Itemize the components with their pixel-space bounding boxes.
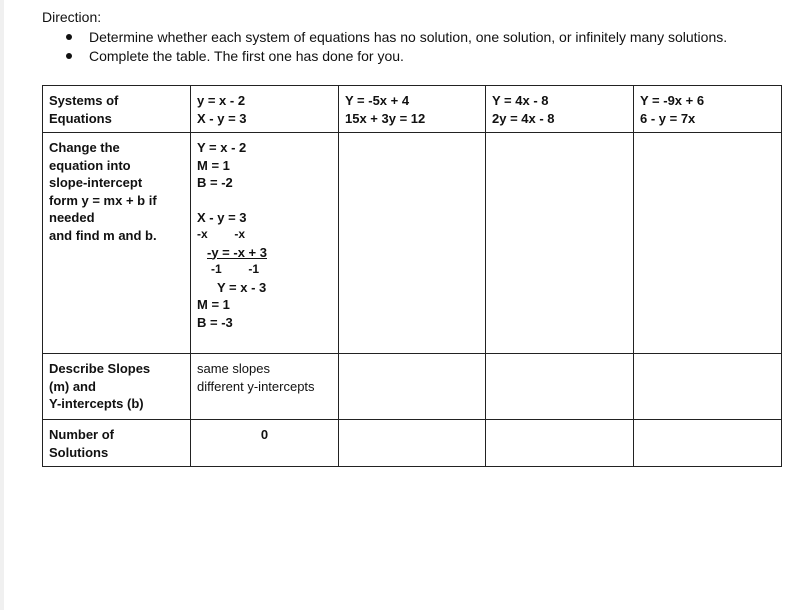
row-slope-intercept (43, 133, 782, 354)
row-systems (43, 86, 782, 133)
solutions-example (191, 420, 339, 467)
row-solutions (43, 420, 782, 467)
equation: 15x + 3y = 12 (345, 110, 426, 126)
work-line: Y = x - 2 (197, 140, 247, 155)
equation: Y = -9x + 6 (640, 93, 705, 108)
header-line: Equations (49, 110, 112, 126)
header-line: Number of (49, 427, 114, 442)
equations-table (42, 85, 782, 467)
answer-cell[interactable] (339, 420, 486, 467)
header-line: form y = mx + b if (49, 192, 157, 208)
answer-cell[interactable] (634, 354, 782, 420)
describe-example (191, 354, 339, 420)
work-line: -1 -1 (211, 262, 260, 276)
bullet-item: Determine whether each system of equations has no solution, one solution, or infinitely many solutions. (62, 28, 727, 47)
header-systems (43, 86, 191, 133)
direction-bullets (62, 28, 727, 66)
work-line: M = 1 (197, 157, 230, 173)
equation: Y = 4x - 8 (492, 93, 549, 108)
system-1 (191, 86, 339, 133)
header-line: slope-intercept (49, 175, 143, 190)
header-line: Describe Slopes (49, 361, 151, 376)
direction-label: Direction: (42, 9, 102, 25)
solutions-count: 0 (260, 427, 269, 442)
system-4 (634, 86, 782, 133)
describe-line: different y-intercepts (197, 378, 315, 394)
equation: Y = -5x + 4 (345, 93, 410, 108)
equation: X - y = 3 (197, 110, 247, 126)
answer-cell[interactable] (486, 354, 634, 420)
equation: 6 - y = 7x (640, 110, 696, 126)
answer-cell[interactable] (339, 133, 486, 354)
work-line: -x -x (197, 227, 246, 241)
answer-cell[interactable] (486, 133, 634, 354)
header-line: needed (49, 210, 95, 225)
answer-cell[interactable] (634, 420, 782, 467)
header-slope-intercept (43, 133, 191, 354)
page-left-edge (0, 0, 4, 610)
header-line: (m) and (49, 378, 96, 394)
header-solutions (43, 420, 191, 467)
work-line: B = -3 (197, 314, 233, 330)
describe-line: same slopes (197, 361, 270, 376)
header-line: Y-intercepts (b) (49, 396, 144, 411)
work-line: B = -2 (197, 175, 233, 190)
work-line: Y = x - 3 (217, 279, 267, 295)
answer-cell[interactable] (486, 420, 634, 467)
header-line: equation into (49, 157, 131, 173)
equation: y = x - 2 (197, 93, 246, 108)
answer-cell[interactable] (339, 354, 486, 420)
system-3 (486, 86, 634, 133)
system-2 (339, 86, 486, 133)
header-line: Change the (49, 140, 120, 155)
row-describe (43, 354, 782, 420)
header-line: Solutions (49, 444, 109, 460)
work-line: M = 1 (197, 297, 230, 312)
header-describe (43, 354, 191, 420)
equation: 2y = 4x - 8 (492, 110, 555, 126)
worked-example (191, 133, 339, 354)
answer-cell[interactable] (634, 133, 782, 354)
work-line: -y = -x + 3 (207, 244, 267, 260)
bullet-item: Complete the table. The first one has done for you. (62, 47, 727, 66)
header-line: Systems of (49, 93, 119, 108)
work-line: X - y = 3 (197, 209, 247, 225)
header-line: and find m and b. (49, 227, 157, 243)
